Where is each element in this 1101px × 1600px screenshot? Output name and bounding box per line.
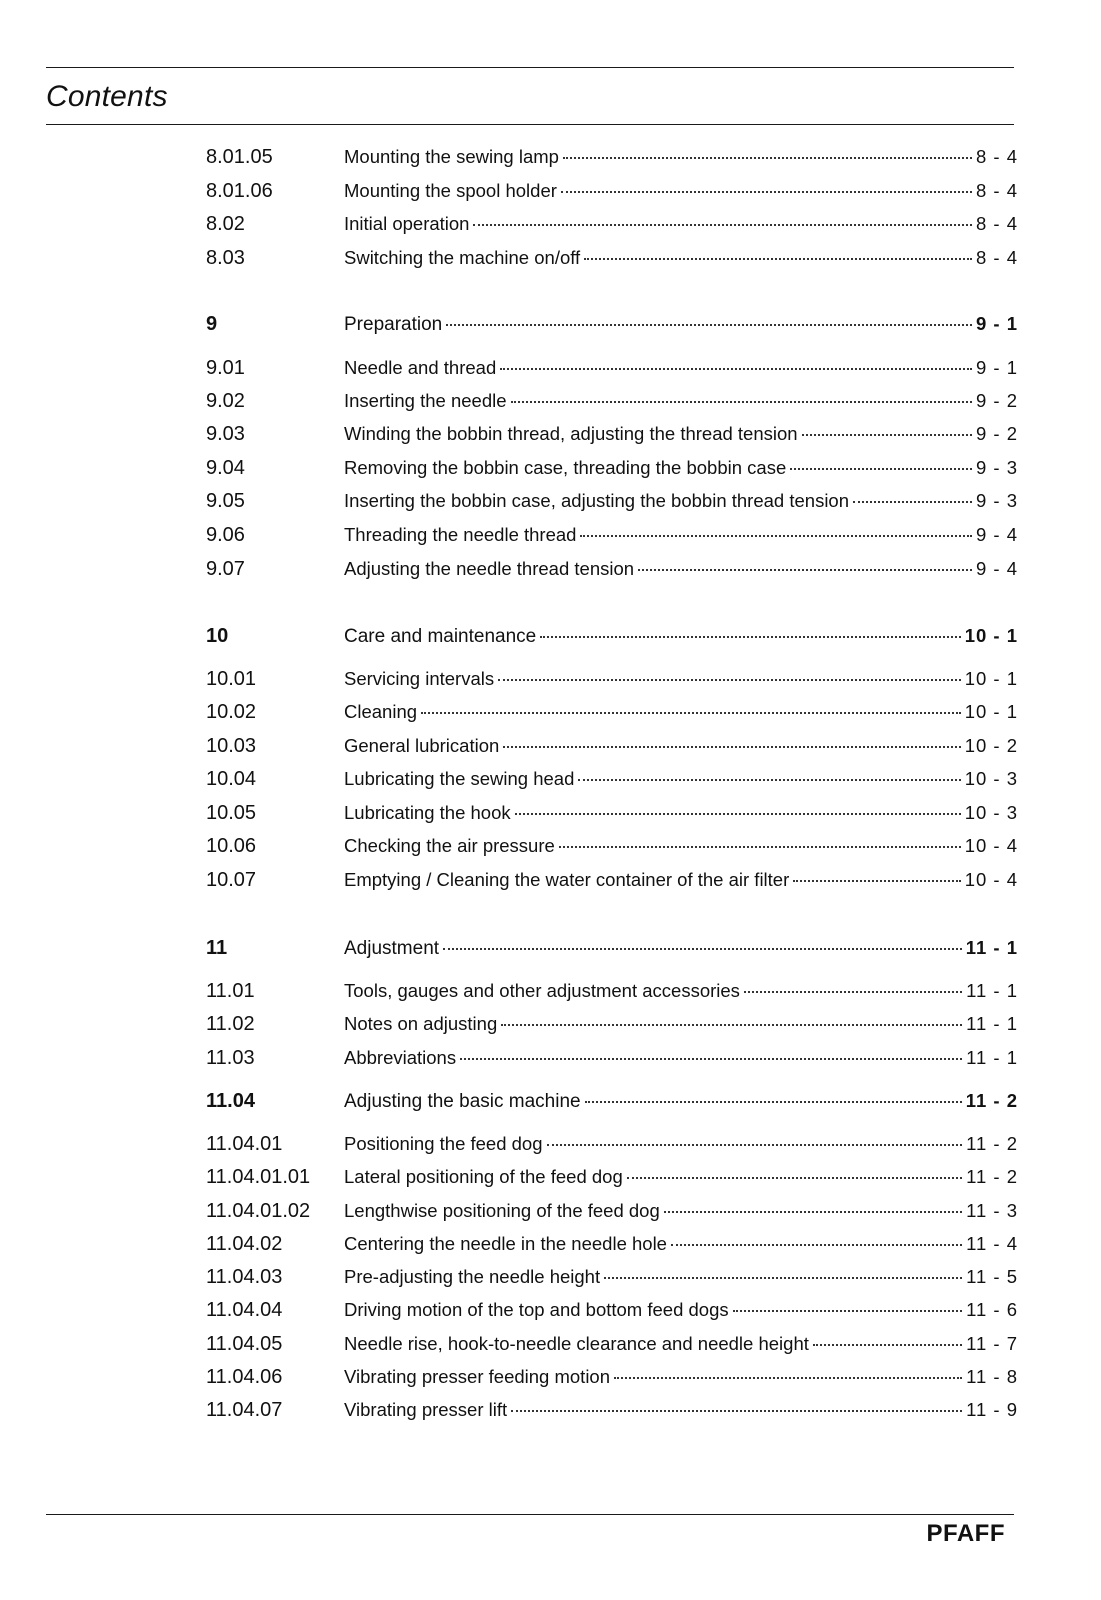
entry-page: 9 - 3 — [975, 457, 1018, 478]
toc-entry — [206, 213, 1018, 243]
toc-section-entry — [206, 1090, 1018, 1120]
dot-leader — [604, 1277, 962, 1279]
toc-entry — [206, 423, 1018, 453]
dot-leader — [547, 1144, 963, 1146]
dot-leader — [498, 679, 961, 681]
entry-title: Removing the bobbin case, threading the bobbin case — [344, 457, 787, 478]
entry-title: Pre-adjusting the needle height — [344, 1266, 601, 1287]
toc-entry — [206, 1366, 1018, 1396]
toc-chapter-entry — [206, 313, 1018, 343]
entry-page: 9 - 2 — [975, 390, 1018, 411]
dot-leader — [580, 535, 972, 537]
entry-title: Adjustment — [344, 938, 440, 959]
toc-entry — [206, 1013, 1018, 1043]
entry-number: 10.01 — [206, 668, 257, 690]
dot-leader — [563, 157, 972, 159]
entry-number: 10.06 — [206, 835, 257, 857]
entry-title: Lubricating the hook — [344, 802, 511, 823]
entry-title: Mounting the sewing lamp — [344, 146, 559, 167]
entry-number: 11.04.05 — [206, 1333, 283, 1355]
toc-entry — [206, 1047, 1018, 1077]
entry-title: Emptying / Cleaning the water container of the air filter — [344, 869, 790, 890]
entry-title: Driving motion of the top and bottom feed dogs — [344, 1299, 729, 1320]
toc-entry — [206, 1399, 1018, 1429]
dot-leader — [501, 1024, 962, 1026]
toc-entry — [206, 1333, 1018, 1363]
toc-entry — [206, 1266, 1018, 1296]
dot-leader — [578, 779, 960, 781]
entry-number: 11.04.01 — [206, 1133, 283, 1155]
entry-number: 10.04 — [206, 768, 257, 790]
dot-leader — [744, 991, 962, 993]
entry-page: 10 - 2 — [964, 735, 1018, 756]
entry-page: 10 - 1 — [964, 701, 1018, 722]
entry-page: 9 - 1 — [975, 357, 1018, 378]
entry-page: 10 - 4 — [964, 835, 1018, 856]
entry-page: 11 - 8 — [966, 1366, 1018, 1387]
entry-title: Servicing intervals — [344, 668, 495, 689]
entry-title: Inserting the needle — [344, 390, 507, 411]
toc-entry — [206, 390, 1018, 420]
toc-entry — [206, 247, 1018, 277]
footer-rule — [46, 1514, 1014, 1515]
dot-leader — [790, 468, 972, 470]
entry-title: Preparation — [344, 314, 443, 335]
toc-entry — [206, 357, 1018, 387]
entry-number: 8.01.06 — [206, 180, 273, 202]
entry-page: 8 - 4 — [975, 247, 1018, 268]
entry-title: Vibrating presser lift — [344, 1399, 508, 1420]
brand-logo: PFAFF — [926, 1520, 1005, 1547]
entry-page: 11 - 1 — [966, 1013, 1018, 1034]
toc-entry — [206, 1299, 1018, 1329]
toc-chapter-entry — [206, 937, 1018, 967]
toc-entry — [206, 1133, 1018, 1163]
dot-leader — [503, 746, 960, 748]
entry-title: Lateral positioning of the feed dog — [344, 1166, 623, 1187]
toc-entry — [206, 180, 1018, 210]
toc-entry — [206, 1233, 1018, 1263]
dot-leader — [515, 813, 961, 815]
dot-leader — [460, 1058, 962, 1060]
entry-number: 11 — [206, 937, 228, 959]
entry-page: 10 - 3 — [964, 802, 1018, 823]
entry-title: Centering the needle in the needle hole — [344, 1233, 667, 1254]
entry-page: 10 - 1 — [964, 625, 1018, 646]
entry-page: 11 - 1 — [966, 980, 1018, 1001]
entry-title: Lubricating the sewing head — [344, 768, 575, 789]
entry-number: 10 — [206, 625, 229, 647]
entry-page: 11 - 6 — [966, 1299, 1018, 1320]
dot-leader — [511, 1410, 962, 1412]
entry-number: 11.04.04 — [206, 1299, 283, 1321]
entry-title: Adjusting the needle thread tension — [344, 558, 635, 579]
entry-title: Checking the air pressure — [344, 835, 555, 856]
entry-number: 8.02 — [206, 213, 245, 235]
entry-title: Cleaning — [344, 701, 418, 722]
entry-page: 11 - 5 — [966, 1266, 1018, 1287]
entry-page: 11 - 2 — [966, 1133, 1018, 1154]
dot-leader — [421, 712, 961, 714]
entry-number: 11.04.01.01 — [206, 1166, 311, 1188]
page-title: Contents — [46, 80, 168, 113]
entry-title: Winding the bobbin thread, adjusting the thread tension — [344, 423, 798, 444]
entry-page: 10 - 3 — [964, 768, 1018, 789]
entry-page: 9 - 4 — [975, 558, 1018, 579]
entry-number: 11.04.03 — [206, 1266, 283, 1288]
entry-page: 8 - 4 — [975, 180, 1018, 201]
entry-title: Threading the needle thread — [344, 524, 577, 545]
entry-page: 11 - 4 — [966, 1233, 1018, 1254]
entry-number: 10.02 — [206, 701, 257, 723]
entry-page: 9 - 1 — [975, 313, 1018, 334]
entry-title: Mounting the spool holder — [344, 180, 557, 201]
dot-leader — [584, 258, 972, 260]
toc-entry — [206, 668, 1018, 698]
entry-page: 11 - 1 — [965, 937, 1018, 958]
entry-page: 8 - 4 — [975, 146, 1018, 167]
entry-page: 11 - 2 — [965, 1090, 1018, 1111]
entry-number: 9.01 — [206, 357, 245, 379]
dot-leader — [559, 846, 961, 848]
entry-number: 11.04.02 — [206, 1233, 283, 1255]
toc-entry — [206, 457, 1018, 487]
dot-leader — [561, 191, 972, 193]
entry-number: 11.04.06 — [206, 1366, 283, 1388]
dot-leader — [443, 948, 962, 950]
entry-title: Initial operation — [344, 213, 470, 234]
entry-title: Adjusting the basic machine — [344, 1091, 581, 1112]
dot-leader — [614, 1377, 962, 1379]
entry-number: 9.02 — [206, 390, 245, 412]
entry-page: 8 - 4 — [975, 213, 1018, 234]
entry-number: 11.04.07 — [206, 1399, 283, 1421]
entry-number: 8.01.05 — [206, 146, 273, 168]
entry-title: Switching the machine on/off — [344, 247, 581, 268]
dot-leader — [473, 224, 971, 226]
dot-leader — [671, 1244, 962, 1246]
toc-entry — [206, 490, 1018, 520]
toc-entry — [206, 1166, 1018, 1196]
entry-number: 11.04.01.02 — [206, 1200, 311, 1222]
dot-leader — [733, 1310, 962, 1312]
entry-number: 9.06 — [206, 524, 245, 546]
entry-number: 9.03 — [206, 423, 245, 445]
entry-page: 10 - 4 — [964, 869, 1018, 890]
dot-leader — [638, 569, 972, 571]
entry-number: 9.05 — [206, 490, 245, 512]
toc-chapter-entry — [206, 625, 1018, 655]
toc-entry — [206, 558, 1018, 588]
entry-title: Vibrating presser feeding motion — [344, 1366, 611, 1387]
entry-page: 9 - 4 — [975, 524, 1018, 545]
entry-number: 9.07 — [206, 558, 245, 580]
entry-title: Needle rise, hook-to-needle clearance and needle height — [344, 1333, 809, 1354]
toc-entry — [206, 701, 1018, 731]
dot-leader — [853, 501, 972, 503]
entry-page: 11 - 7 — [966, 1333, 1018, 1354]
entry-title: Abbreviations — [344, 1047, 457, 1068]
entry-number: 11.04 — [206, 1090, 255, 1112]
entry-title: Inserting the bobbin case, adjusting the bobbin thread tension — [344, 490, 850, 511]
dot-leader — [793, 880, 960, 882]
entry-number: 9 — [206, 313, 218, 335]
entry-title: General lubrication — [344, 735, 500, 756]
toc-entry — [206, 802, 1018, 832]
entry-number: 10.03 — [206, 735, 257, 757]
entry-page: 9 - 3 — [975, 490, 1018, 511]
dot-leader — [446, 324, 972, 326]
entry-title: Needle and thread — [344, 357, 497, 378]
dot-leader — [627, 1177, 962, 1179]
entry-number: 11.01 — [206, 980, 255, 1002]
entry-title: Lengthwise positioning of the feed dog — [344, 1200, 660, 1221]
toc-entry — [206, 980, 1018, 1010]
toc-entry — [206, 1200, 1018, 1230]
toc-entry — [206, 869, 1018, 899]
toc-entry — [206, 835, 1018, 865]
dot-leader — [813, 1344, 962, 1346]
entry-title: Notes on adjusting — [344, 1013, 498, 1034]
toc-entry — [206, 735, 1018, 765]
dot-leader — [500, 368, 972, 370]
entry-page: 9 - 2 — [975, 423, 1018, 444]
entry-number: 11.03 — [206, 1047, 255, 1069]
entry-number: 9.04 — [206, 457, 245, 479]
entry-page: 11 - 2 — [966, 1166, 1018, 1187]
entry-number: 10.05 — [206, 802, 257, 824]
entry-number: 10.07 — [206, 869, 257, 891]
entry-title: Tools, gauges and other adjustment accessories — [344, 980, 740, 1001]
entry-title: Positioning the feed dog — [344, 1133, 543, 1154]
toc-entry — [206, 768, 1018, 798]
entry-number: 8.03 — [206, 247, 245, 269]
dot-leader — [540, 636, 960, 638]
toc-entry — [206, 524, 1018, 554]
dot-leader — [585, 1101, 962, 1103]
dot-leader — [664, 1211, 962, 1213]
entry-page: 11 - 3 — [966, 1200, 1018, 1221]
entry-page: 11 - 9 — [966, 1399, 1018, 1420]
dot-leader — [511, 401, 972, 403]
entry-page: 10 - 1 — [964, 668, 1018, 689]
entry-title: Care and maintenance — [344, 626, 537, 647]
toc-entry — [206, 146, 1018, 176]
entry-page: 11 - 1 — [966, 1047, 1018, 1068]
entry-number: 11.02 — [206, 1013, 255, 1035]
dot-leader — [802, 434, 972, 436]
